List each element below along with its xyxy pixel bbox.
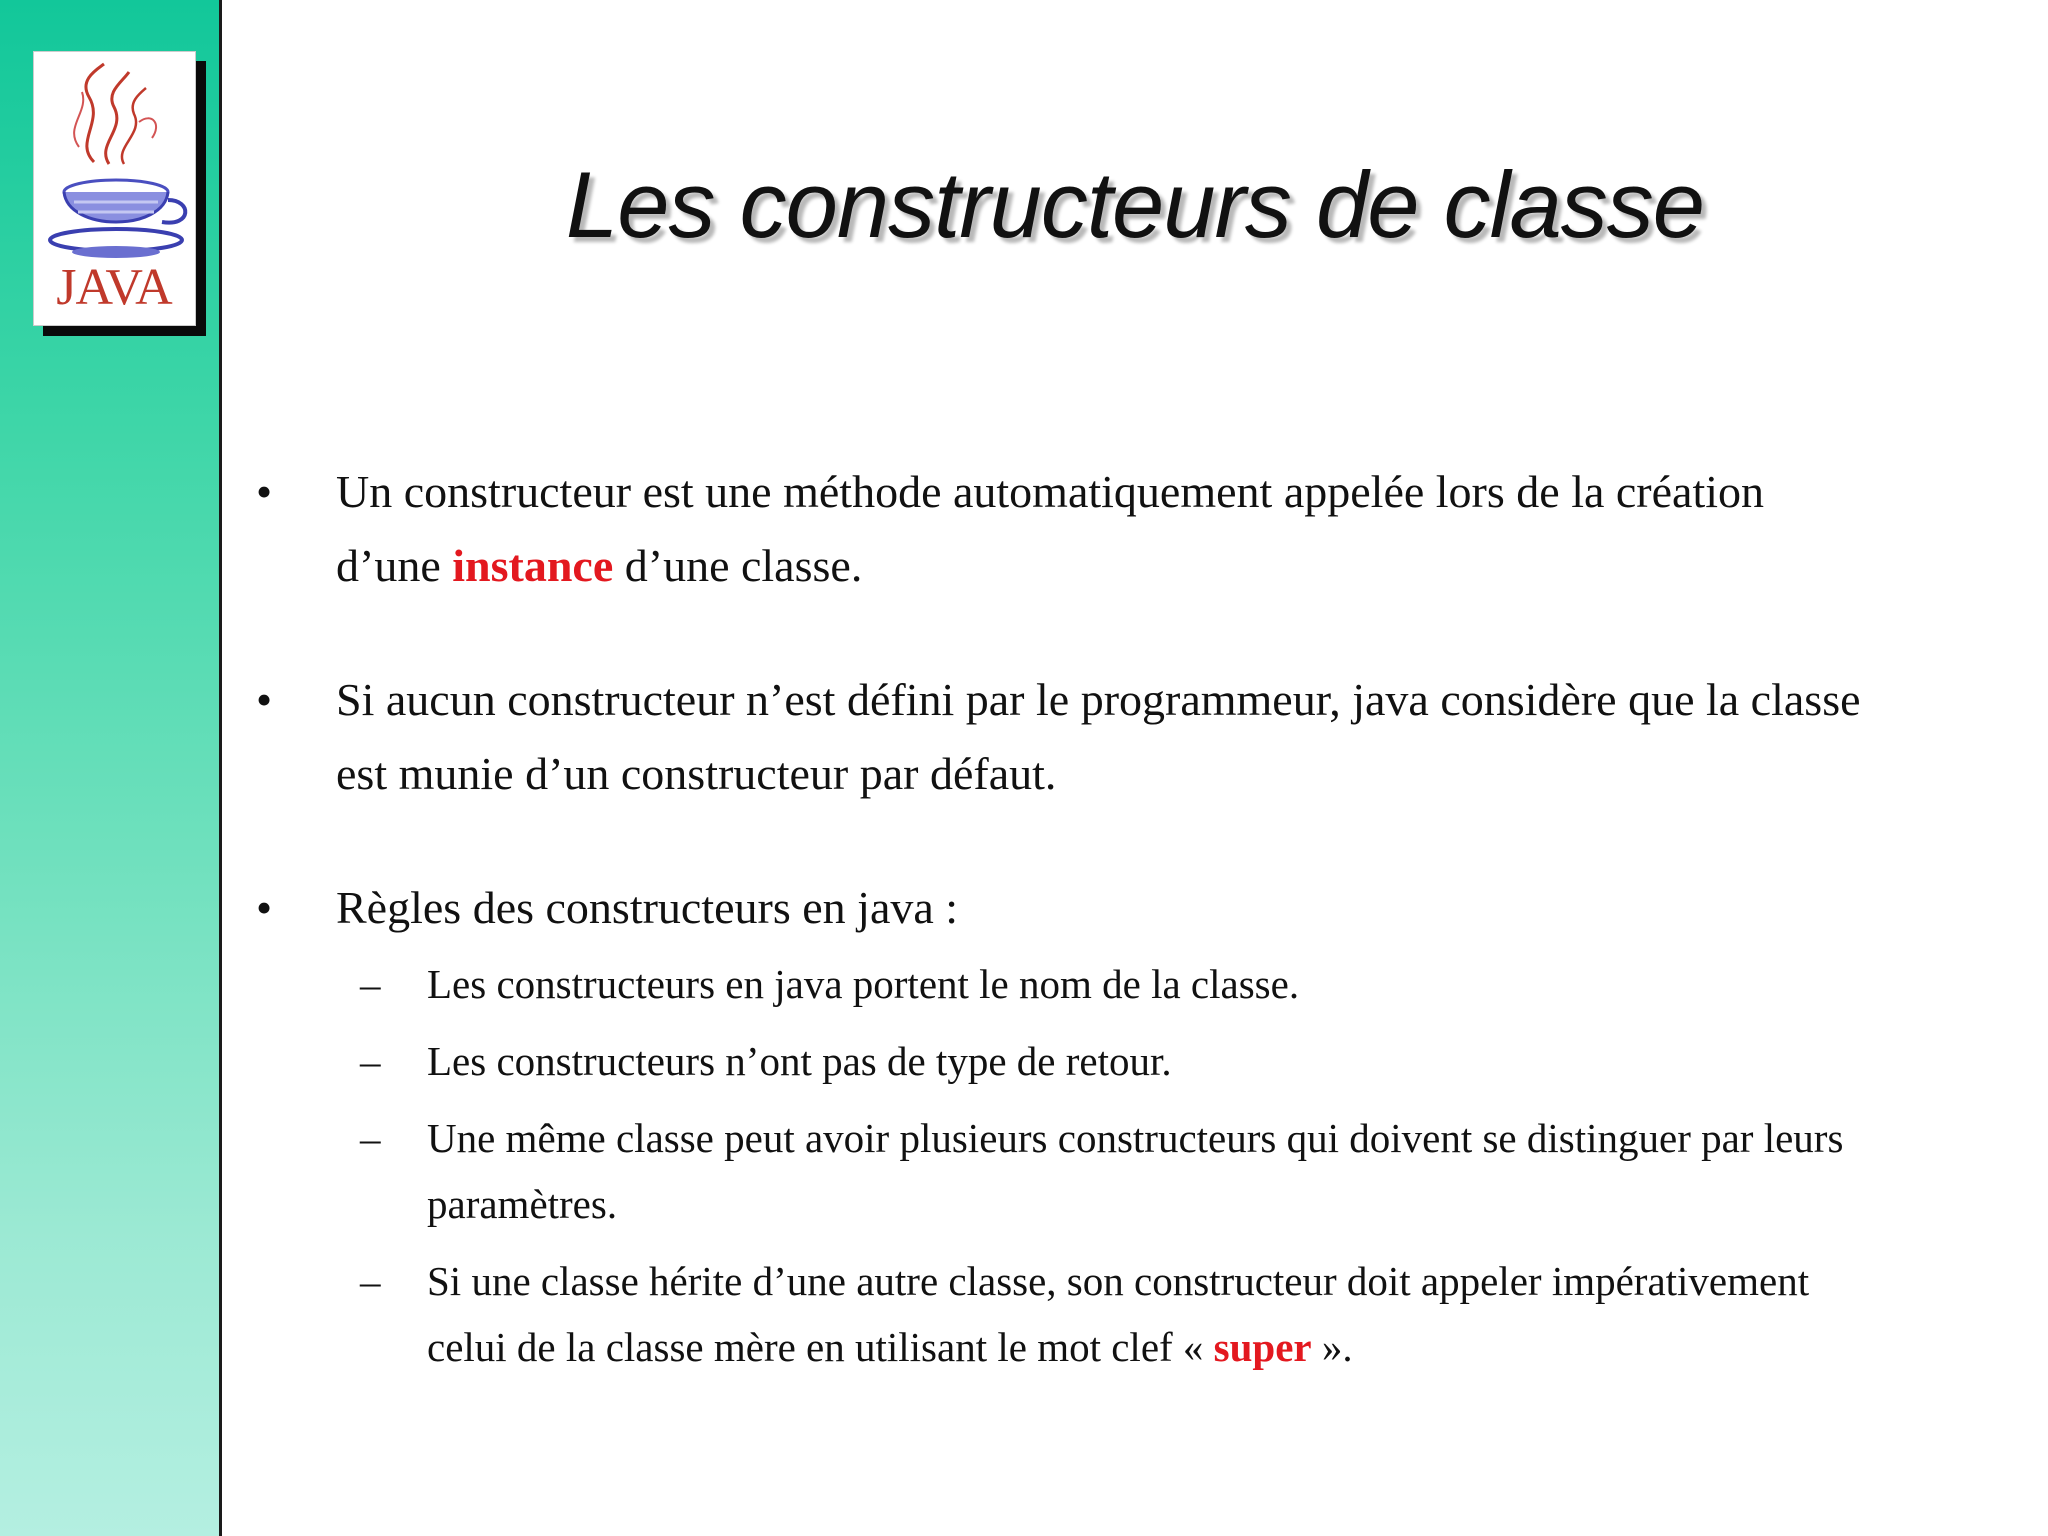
bullet-marker: • bbox=[256, 882, 273, 933]
sub-item bbox=[250, 951, 1880, 1017]
sub-marker: – bbox=[360, 961, 381, 1007]
sidebar bbox=[0, 0, 222, 1536]
bullet-text: Règles des constructeurs en java : bbox=[336, 882, 959, 933]
sub-item bbox=[250, 1248, 1880, 1380]
bullet-marker: • bbox=[256, 466, 273, 517]
bullet-item bbox=[250, 663, 1880, 811]
sub-item bbox=[250, 1028, 1880, 1094]
bullet-text: Si aucun constructeur n’est défini par le programmeur, java considère que la classe est munie d’un constructeur par défaut. bbox=[336, 674, 1861, 799]
java-coffee-cup-icon bbox=[34, 52, 195, 325]
highlight-keyword: instance bbox=[452, 540, 614, 591]
sub-item-text-after: ». bbox=[1311, 1324, 1353, 1370]
page-title: Les constructeurs de classe bbox=[565, 152, 1705, 257]
bullet-item bbox=[250, 871, 1880, 945]
sub-item bbox=[250, 1105, 1880, 1237]
java-logo-text: JAVA bbox=[56, 259, 172, 316]
bullet-marker: • bbox=[256, 674, 273, 725]
sub-item-text-before: Si une classe hérite d’une autre classe, son constructeur doit appeler impérativement celui de la classe mère en utilisant le mot clef « bbox=[427, 1258, 1810, 1370]
bullet-text-before: Un constructeur est une méthode automatiquement appelée lors de la création d’une bbox=[336, 466, 1765, 591]
slide-content bbox=[250, 455, 1880, 1391]
sub-marker: – bbox=[360, 1258, 381, 1304]
sub-marker: – bbox=[360, 1115, 381, 1161]
sub-item-text: Les constructeurs en java portent le nom de la classe. bbox=[427, 961, 1300, 1007]
sub-item-text: Les constructeurs n’ont pas de type de retour. bbox=[427, 1038, 1172, 1084]
sub-marker: – bbox=[360, 1038, 381, 1084]
bullet-text-after: d’une classe. bbox=[613, 540, 863, 591]
bullet-item bbox=[250, 455, 1880, 603]
sub-item-text: Une même classe peut avoir plusieurs constructeurs qui doivent se distinguer par leurs paramètres. bbox=[427, 1115, 1844, 1227]
highlight-keyword: super bbox=[1213, 1324, 1312, 1370]
java-logo bbox=[33, 51, 196, 326]
